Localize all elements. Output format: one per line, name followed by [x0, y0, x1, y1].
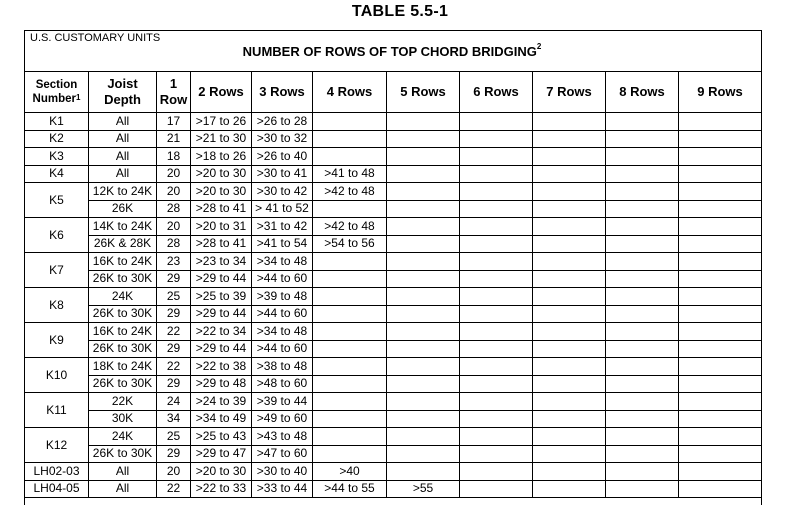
- rows-6-cell: [460, 393, 533, 411]
- rows-4-cell: >42 to 48: [313, 183, 387, 201]
- rows-6-cell: [460, 148, 533, 166]
- rows-9-cell: [679, 288, 762, 306]
- rows-2-cell: >22 to 38: [191, 358, 252, 376]
- rows-7-cell: [533, 200, 606, 218]
- table-row: [25, 253, 762, 271]
- rows-6-cell: [460, 340, 533, 358]
- joist-depth-cell: 26K to 30K: [89, 445, 157, 463]
- header-section-label: Section Number: [32, 79, 78, 105]
- rows-4-cell: [313, 445, 387, 463]
- rows-7-cell: [533, 288, 606, 306]
- rows-9-cell: [679, 183, 762, 201]
- rows-1-cell: 34: [157, 410, 191, 428]
- rows-8-cell: [606, 288, 679, 306]
- table-row: [25, 130, 762, 148]
- rows-1-cell: 25: [157, 288, 191, 306]
- rows-8-cell: [606, 165, 679, 183]
- joist-depth-cell: 18K to 24K: [89, 358, 157, 376]
- rows-6-cell: [460, 270, 533, 288]
- rows-3-cell: >48 to 60: [252, 375, 313, 393]
- header-4-rows: 4 Rows: [313, 72, 387, 113]
- joist-depth-cell: 16K to 24K: [89, 323, 157, 341]
- rows-2-cell: >34 to 49: [191, 410, 252, 428]
- rows-6-cell: [460, 358, 533, 376]
- rows-6-cell: [460, 200, 533, 218]
- rows-4-cell: [313, 148, 387, 166]
- joist-depth-cell: 26K to 30K: [89, 270, 157, 288]
- joist-depth-cell: All: [89, 165, 157, 183]
- rows-3-cell: >47 to 60: [252, 445, 313, 463]
- joist-depth-cell: 24K: [89, 428, 157, 446]
- table-row: [25, 358, 762, 376]
- rows-2-cell: >17 to 26: [191, 113, 252, 131]
- rows-9-cell: [679, 358, 762, 376]
- rows-6-cell: [460, 165, 533, 183]
- joist-depth-cell: 30K: [89, 410, 157, 428]
- section-cell: K11: [25, 393, 89, 428]
- rows-5-cell: [387, 463, 460, 481]
- rows-3-cell: >43 to 48: [252, 428, 313, 446]
- rows-5-cell: [387, 130, 460, 148]
- rows-8-cell: [606, 218, 679, 236]
- rows-9-cell: [679, 393, 762, 411]
- rows-3-cell: >34 to 48: [252, 323, 313, 341]
- table-row: [25, 463, 762, 481]
- header-joist-depth: Joist Depth: [89, 72, 157, 113]
- rows-3-cell: >30 to 32: [252, 130, 313, 148]
- rows-5-cell: [387, 445, 460, 463]
- joist-depth-cell: 16K to 24K: [89, 253, 157, 271]
- rows-4-cell: [313, 428, 387, 446]
- rows-9-cell: [679, 218, 762, 236]
- header-1-row: 1 Row: [157, 72, 191, 113]
- rows-5-cell: [387, 305, 460, 323]
- section-cell: K6: [25, 218, 89, 253]
- rows-2-cell: >24 to 39: [191, 393, 252, 411]
- joist-depth-cell: 12K to 24K: [89, 183, 157, 201]
- rows-5-cell: [387, 288, 460, 306]
- rows-3-cell: >38 to 48: [252, 358, 313, 376]
- rows-7-cell: [533, 480, 606, 498]
- rows-1-cell: 28: [157, 235, 191, 253]
- table-row: [25, 323, 762, 341]
- rows-1-cell: 29: [157, 375, 191, 393]
- units-label: U.S. CUSTOMARY UNITS: [30, 32, 161, 44]
- rows-2-cell: >29 to 44: [191, 340, 252, 358]
- rows-8-cell: [606, 445, 679, 463]
- rows-6-cell: [460, 183, 533, 201]
- section-cell: K3: [25, 148, 89, 166]
- joist-depth-cell: 26K to 30K: [89, 305, 157, 323]
- rows-4-cell: >42 to 48: [313, 218, 387, 236]
- section-cell: K9: [25, 323, 89, 358]
- section-cell: LH04-05: [25, 480, 89, 498]
- rows-5-cell: [387, 340, 460, 358]
- rows-2-cell: >29 to 44: [191, 270, 252, 288]
- rows-5-cell: [387, 183, 460, 201]
- table-title: TABLE 5.5-1: [351, 3, 449, 20]
- rows-8-cell: [606, 113, 679, 131]
- rows-4-cell: >40: [313, 463, 387, 481]
- rows-8-cell: [606, 270, 679, 288]
- rows-9-cell: [679, 130, 762, 148]
- rows-1-cell: 20: [157, 183, 191, 201]
- rows-6-cell: [460, 288, 533, 306]
- rows-8-cell: [606, 375, 679, 393]
- rows-9-cell: [679, 148, 762, 166]
- rows-4-cell: [313, 200, 387, 218]
- rows-3-cell: >49 to 60: [252, 410, 313, 428]
- rows-3-cell: >34 to 48: [252, 253, 313, 271]
- rows-8-cell: [606, 480, 679, 498]
- header-section: [25, 72, 89, 113]
- rows-7-cell: [533, 235, 606, 253]
- rows-6-cell: [460, 375, 533, 393]
- rows-9-cell: [679, 200, 762, 218]
- rows-3-cell: >26 to 40: [252, 148, 313, 166]
- subtitle-text: NUMBER OF ROWS OF TOP CHORD BRIDGING: [242, 44, 537, 59]
- rows-1-cell: 29: [157, 445, 191, 463]
- rows-1-cell: 20: [157, 218, 191, 236]
- section-cell: K7: [25, 253, 89, 288]
- rows-5-cell: [387, 148, 460, 166]
- rows-8-cell: [606, 200, 679, 218]
- rows-4-cell: [313, 410, 387, 428]
- rows-6-cell: [460, 235, 533, 253]
- rows-8-cell: [606, 305, 679, 323]
- section-cell: K8: [25, 288, 89, 323]
- rows-7-cell: [533, 305, 606, 323]
- header-5-rows: 5 Rows: [387, 72, 460, 113]
- rows-1-cell: 21: [157, 130, 191, 148]
- rows-5-cell: [387, 253, 460, 271]
- rows-2-cell: >20 to 30: [191, 165, 252, 183]
- rows-6-cell: [460, 113, 533, 131]
- rows-1-cell: 29: [157, 270, 191, 288]
- rows-7-cell: [533, 270, 606, 288]
- rows-6-cell: [460, 463, 533, 481]
- rows-8-cell: [606, 183, 679, 201]
- header-6-rows: 6 Rows: [460, 72, 533, 113]
- joist-depth-cell: 22K: [89, 393, 157, 411]
- rows-5-cell: [387, 270, 460, 288]
- joist-depth-cell: All: [89, 130, 157, 148]
- rows-4-cell: [313, 253, 387, 271]
- rows-1-cell: 23: [157, 253, 191, 271]
- section-cell: K2: [25, 130, 89, 148]
- rows-9-cell: [679, 428, 762, 446]
- rows-1-cell: 24: [157, 393, 191, 411]
- table-row: [25, 200, 762, 218]
- rows-2-cell: >28 to 41: [191, 235, 252, 253]
- rows-2-cell: >22 to 34: [191, 323, 252, 341]
- rows-1-cell: 22: [157, 480, 191, 498]
- rows-3-cell: >30 to 41: [252, 165, 313, 183]
- header-row: [25, 72, 762, 113]
- rows-9-cell: [679, 410, 762, 428]
- rows-3-cell: >41 to 54: [252, 235, 313, 253]
- rows-9-cell: [679, 165, 762, 183]
- rows-3-cell: >31 to 42: [252, 218, 313, 236]
- table-body: [25, 113, 762, 498]
- rows-4-cell: [313, 305, 387, 323]
- rows-5-cell: [387, 200, 460, 218]
- rows-9-cell: [679, 445, 762, 463]
- rows-8-cell: [606, 253, 679, 271]
- rows-7-cell: [533, 148, 606, 166]
- header-3-rows: 3 Rows: [252, 72, 313, 113]
- rows-8-cell: [606, 340, 679, 358]
- table-row: [25, 393, 762, 411]
- rows-6-cell: [460, 428, 533, 446]
- rows-7-cell: [533, 428, 606, 446]
- table-row: [25, 288, 762, 306]
- rows-3-cell: >30 to 42: [252, 183, 313, 201]
- joist-depth-cell: All: [89, 463, 157, 481]
- rows-6-cell: [460, 218, 533, 236]
- table-row: [25, 183, 762, 201]
- rows-5-cell: [387, 323, 460, 341]
- rows-3-cell: >39 to 48: [252, 288, 313, 306]
- rows-8-cell: [606, 428, 679, 446]
- table-row: [25, 113, 762, 131]
- rows-9-cell: [679, 113, 762, 131]
- rows-2-cell: >29 to 44: [191, 305, 252, 323]
- rows-6-cell: [460, 445, 533, 463]
- rows-7-cell: [533, 130, 606, 148]
- rows-1-cell: 20: [157, 463, 191, 481]
- section-cell: K1: [25, 113, 89, 131]
- rows-8-cell: [606, 235, 679, 253]
- rows-5-cell: [387, 218, 460, 236]
- rows-3-cell: >30 to 40: [252, 463, 313, 481]
- rows-7-cell: [533, 463, 606, 481]
- header-2-rows: 2 Rows: [191, 72, 252, 113]
- rows-1-cell: 17: [157, 113, 191, 131]
- rows-3-cell: >26 to 28: [252, 113, 313, 131]
- rows-7-cell: [533, 393, 606, 411]
- rows-5-cell: [387, 235, 460, 253]
- rows-2-cell: >25 to 39: [191, 288, 252, 306]
- rows-8-cell: [606, 148, 679, 166]
- rows-3-cell: >33 to 44: [252, 480, 313, 498]
- table-row: [25, 410, 762, 428]
- section-cell: LH02-03: [25, 463, 89, 481]
- table-row: [25, 148, 762, 166]
- rows-7-cell: [533, 113, 606, 131]
- rows-6-cell: [460, 323, 533, 341]
- subtitle-footnote: 2: [536, 42, 542, 51]
- rows-8-cell: [606, 393, 679, 411]
- rows-9-cell: [679, 253, 762, 271]
- rows-8-cell: [606, 463, 679, 481]
- rows-4-cell: >54 to 56: [313, 235, 387, 253]
- rows-9-cell: [679, 305, 762, 323]
- table-row: [25, 445, 762, 463]
- rows-5-cell: [387, 358, 460, 376]
- rows-6-cell: [460, 305, 533, 323]
- rows-4-cell: [313, 393, 387, 411]
- rows-9-cell: [679, 340, 762, 358]
- rows-9-cell: [679, 463, 762, 481]
- rows-9-cell: [679, 235, 762, 253]
- rows-5-cell: >55: [387, 480, 460, 498]
- rows-7-cell: [533, 358, 606, 376]
- rows-6-cell: [460, 480, 533, 498]
- rows-4-cell: [313, 270, 387, 288]
- joist-depth-cell: All: [89, 148, 157, 166]
- rows-6-cell: [460, 253, 533, 271]
- joist-depth-cell: 24K: [89, 288, 157, 306]
- rows-3-cell: >44 to 60: [252, 270, 313, 288]
- rows-1-cell: 25: [157, 428, 191, 446]
- rows-1-cell: 28: [157, 200, 191, 218]
- rows-4-cell: >44 to 55: [313, 480, 387, 498]
- rows-4-cell: [313, 113, 387, 131]
- table-row: [25, 218, 762, 236]
- rows-7-cell: [533, 183, 606, 201]
- table-row: [25, 270, 762, 288]
- rows-1-cell: 29: [157, 305, 191, 323]
- rows-6-cell: [460, 130, 533, 148]
- joist-depth-cell: 26K to 30K: [89, 375, 157, 393]
- table-row: [25, 165, 762, 183]
- rows-3-cell: >44 to 60: [252, 305, 313, 323]
- rows-2-cell: >21 to 30: [191, 130, 252, 148]
- header-9-rows: 9 Rows: [679, 72, 762, 113]
- rows-7-cell: [533, 253, 606, 271]
- rows-4-cell: [313, 340, 387, 358]
- rows-1-cell: 22: [157, 358, 191, 376]
- section-cell: K5: [25, 183, 89, 218]
- rows-5-cell: [387, 113, 460, 131]
- joist-depth-cell: All: [89, 113, 157, 131]
- rows-2-cell: >20 to 30: [191, 183, 252, 201]
- rows-7-cell: [533, 375, 606, 393]
- rows-2-cell: >20 to 31: [191, 218, 252, 236]
- rows-9-cell: [679, 480, 762, 498]
- table-row: [25, 340, 762, 358]
- rows-9-cell: [679, 323, 762, 341]
- joist-depth-cell: All: [89, 480, 157, 498]
- rows-8-cell: [606, 410, 679, 428]
- rows-1-cell: 18: [157, 148, 191, 166]
- table-row: [25, 305, 762, 323]
- joist-depth-cell: 14K to 24K: [89, 218, 157, 236]
- rows-1-cell: 22: [157, 323, 191, 341]
- section-cell: K12: [25, 428, 89, 463]
- rows-9-cell: [679, 270, 762, 288]
- table-subtitle: [24, 44, 760, 59]
- rows-4-cell: >41 to 48: [313, 165, 387, 183]
- section-cell: K10: [25, 358, 89, 393]
- rows-2-cell: >29 to 47: [191, 445, 252, 463]
- rows-5-cell: [387, 410, 460, 428]
- rows-3-cell: >39 to 44: [252, 393, 313, 411]
- rows-5-cell: [387, 428, 460, 446]
- rows-2-cell: >20 to 30: [191, 463, 252, 481]
- rows-8-cell: [606, 323, 679, 341]
- rows-4-cell: [313, 323, 387, 341]
- rows-3-cell: >44 to 60: [252, 340, 313, 358]
- joist-depth-cell: 26K: [89, 200, 157, 218]
- rows-2-cell: >23 to 34: [191, 253, 252, 271]
- rows-1-cell: 20: [157, 165, 191, 183]
- joist-depth-cell: 26K & 28K: [89, 235, 157, 253]
- rows-9-cell: [679, 375, 762, 393]
- rows-2-cell: >29 to 48: [191, 375, 252, 393]
- header-7-rows: 7 Rows: [533, 72, 606, 113]
- rows-5-cell: [387, 165, 460, 183]
- table-row: [25, 480, 762, 498]
- rows-6-cell: [460, 410, 533, 428]
- rows-8-cell: [606, 130, 679, 148]
- rows-7-cell: [533, 340, 606, 358]
- rows-7-cell: [533, 410, 606, 428]
- rows-7-cell: [533, 445, 606, 463]
- rows-7-cell: [533, 165, 606, 183]
- section-cell: K4: [25, 165, 89, 183]
- rows-2-cell: >22 to 33: [191, 480, 252, 498]
- header-8-rows: 8 Rows: [606, 72, 679, 113]
- rows-4-cell: [313, 375, 387, 393]
- rows-3-cell: > 41 to 52: [252, 200, 313, 218]
- rows-4-cell: [313, 288, 387, 306]
- rows-8-cell: [606, 358, 679, 376]
- rows-2-cell: >28 to 41: [191, 200, 252, 218]
- rows-4-cell: [313, 358, 387, 376]
- rows-1-cell: 29: [157, 340, 191, 358]
- rows-4-cell: [313, 130, 387, 148]
- bridging-table: [24, 71, 762, 498]
- rows-7-cell: [533, 323, 606, 341]
- rows-2-cell: >25 to 43: [191, 428, 252, 446]
- table-row: [25, 235, 762, 253]
- header-section-footnote: 1: [76, 93, 81, 102]
- rows-5-cell: [387, 375, 460, 393]
- table-row: [25, 375, 762, 393]
- rows-2-cell: >18 to 26: [191, 148, 252, 166]
- rows-5-cell: [387, 393, 460, 411]
- joist-depth-cell: 26K to 30K: [89, 340, 157, 358]
- table-row: [25, 428, 762, 446]
- rows-7-cell: [533, 218, 606, 236]
